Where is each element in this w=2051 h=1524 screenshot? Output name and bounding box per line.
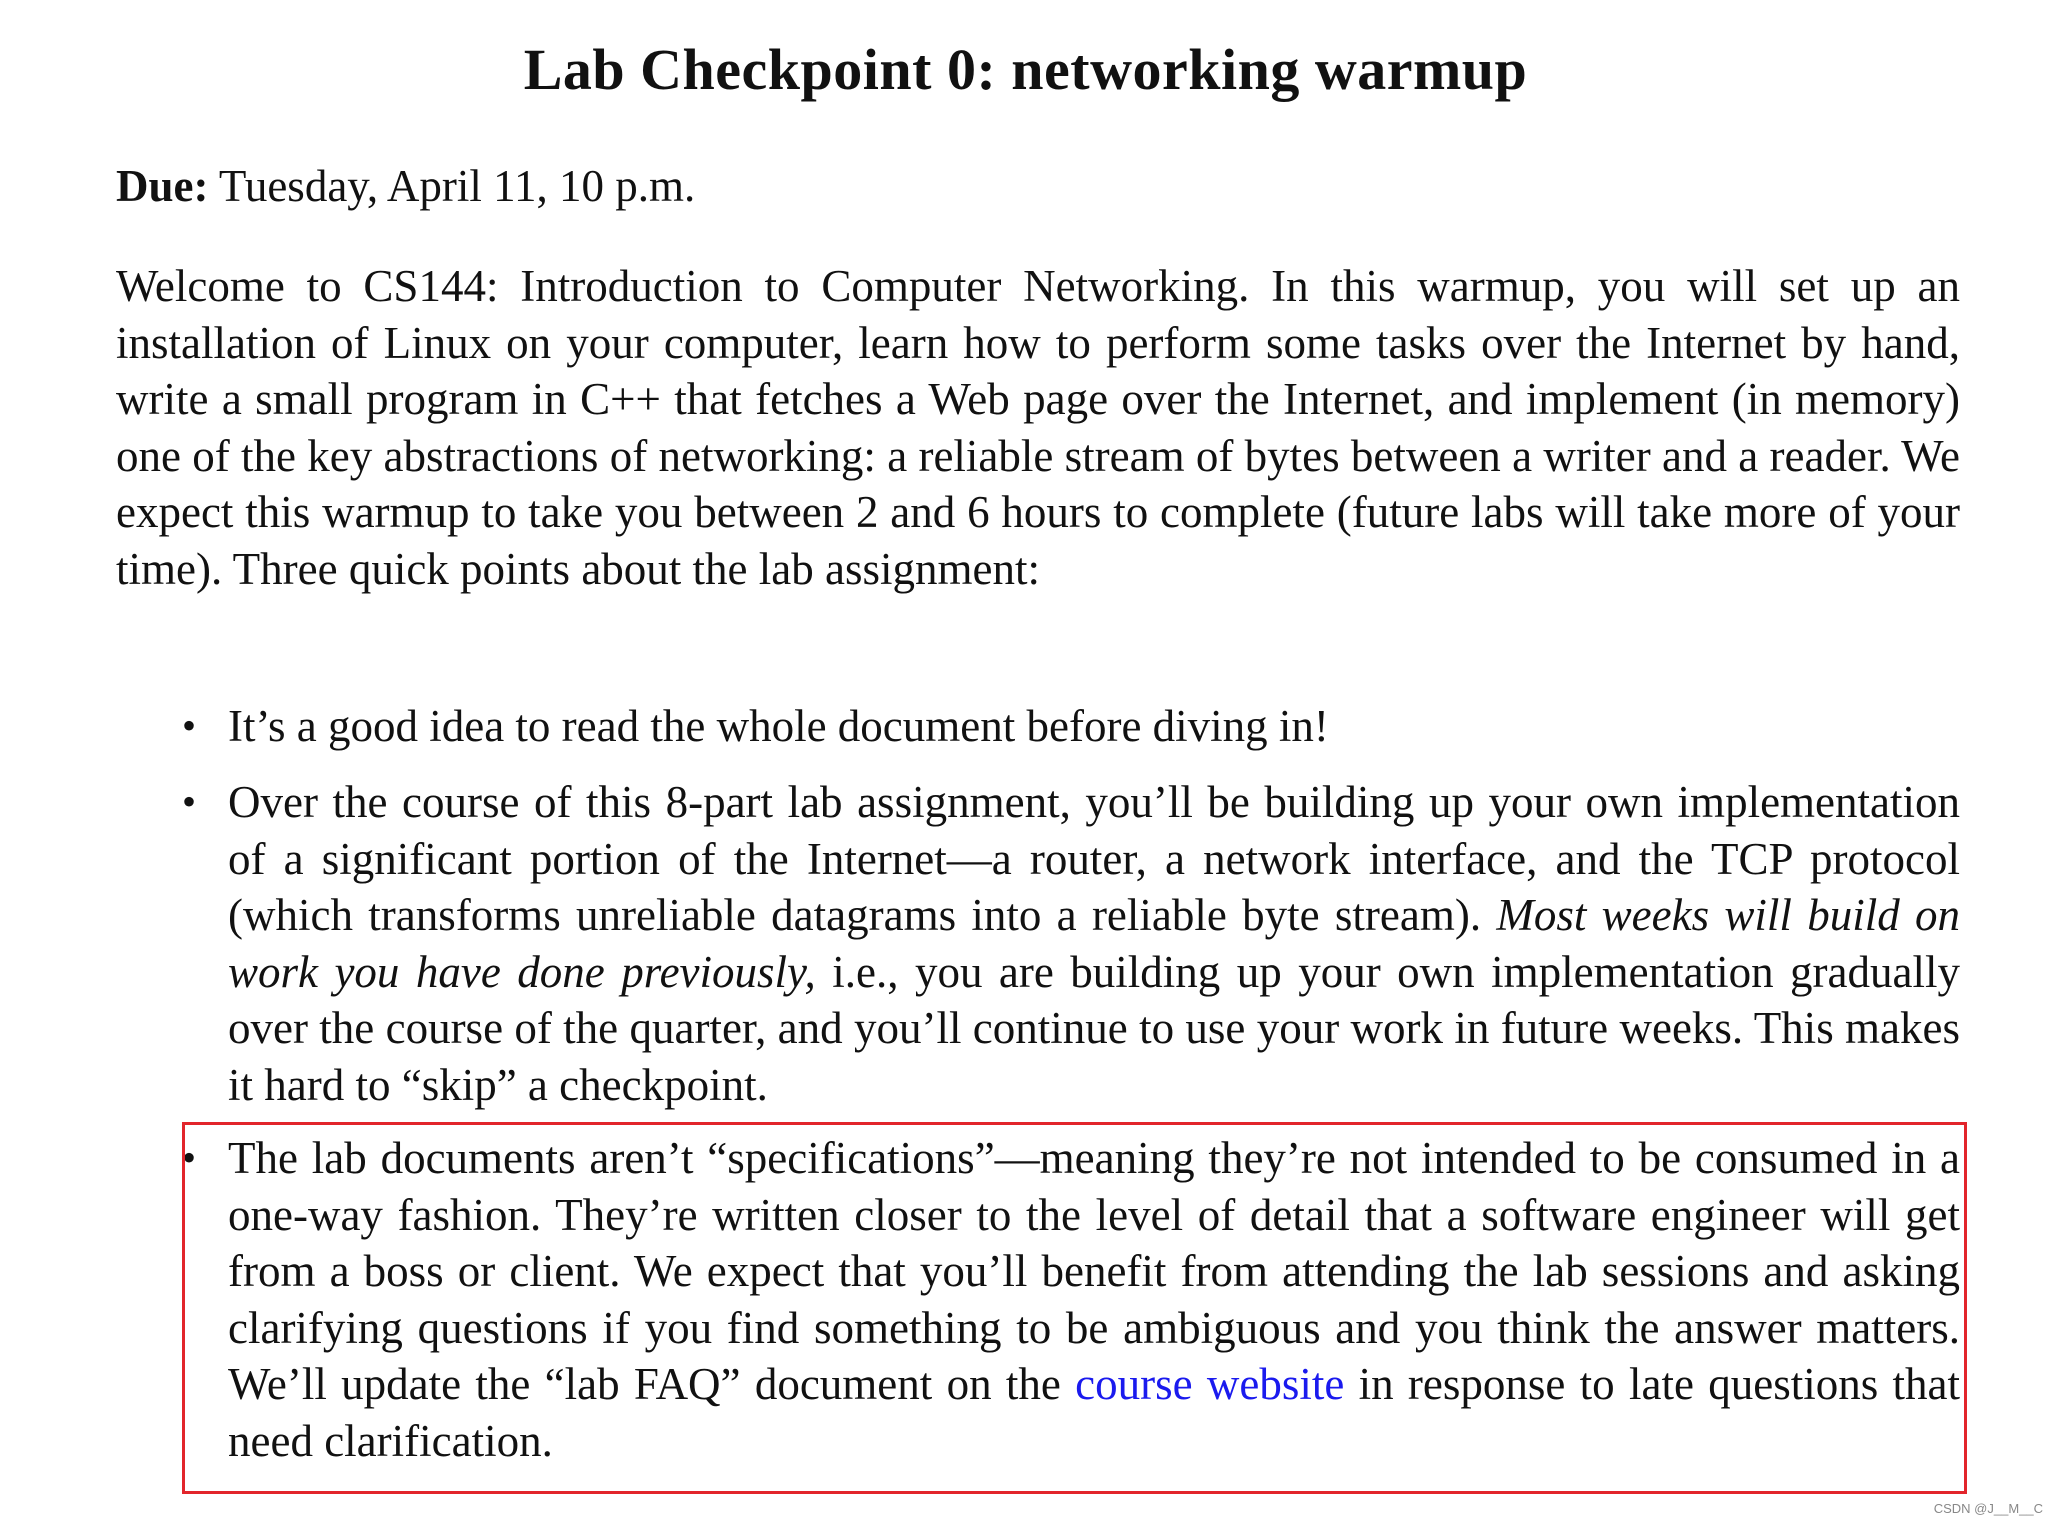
course-website-link[interactable]: course website [1075, 1359, 1345, 1409]
bullet-dot-icon: • [182, 779, 197, 824]
bullet-text: Over the course of this 8-part lab assignment, you’ll be building up your own implementation of a significant portion of the Internet—a router, a network interface, and the TCP protocol (which transforms unreliable datagrams into a reliable byte stream). [228, 777, 1960, 940]
bullet-dot-icon: • [182, 703, 197, 748]
page-title: Lab Checkpoint 0: networking warmup [523, 37, 1528, 102]
due-value: Tuesday, April 11, 10 p.m. [218, 161, 696, 211]
bullet-text: The lab documents aren’t “specifications”—meaning they’re not intended to be consumed in a one-way fashion. They’re written closer to the level of detail that a software engineer will get from a boss or client. We expect that you’ll benefit from attending the lab sessions and asking clarifying questions if you find something to be ambiguous and you think the answer matters. We’ll update the “lab FAQ” document on the [228, 1133, 1960, 1409]
highlight-annotation-box [182, 1122, 1967, 1494]
bullet-text: in response to late questions that need clarification. [228, 1359, 1960, 1466]
watermark: CSDN @J__M__C [1933, 1501, 2043, 1516]
due-label: Due: [116, 161, 209, 211]
bullet-item-read-whole-document: It’s a good idea to read the whole document before diving in! [228, 701, 1329, 751]
bullet-item-eight-part-lab [228, 774, 1960, 1113]
due-line [116, 160, 695, 212]
bullet-emphasis: Most weeks will build on work you have done previously, [228, 890, 1960, 997]
intro-paragraph: Welcome to CS144: Introduction to Computer Networking. In this warmup, you will set up an installation of Linux on your computer, learn how to perform some tasks over the Internet by hand, write a small program in C++ that fetches a Web page over the Internet, and implement (in memory) one of the key abstractions of networking: a reliable stream of bytes between a writer and a reader. We expect this warmup to take you between 2 and 6 hours to complete (future labs will take more of your time). Three quick points about the lab assignment: [116, 261, 1960, 594]
bullet-dot-icon: • [182, 1135, 197, 1180]
bullet-text: i.e., you are building up your own implementation gradually over the course of the quarter, and you’ll continue to use your work in future weeks. This makes it hard to “skip” a checkpoint. [228, 946, 1960, 1110]
